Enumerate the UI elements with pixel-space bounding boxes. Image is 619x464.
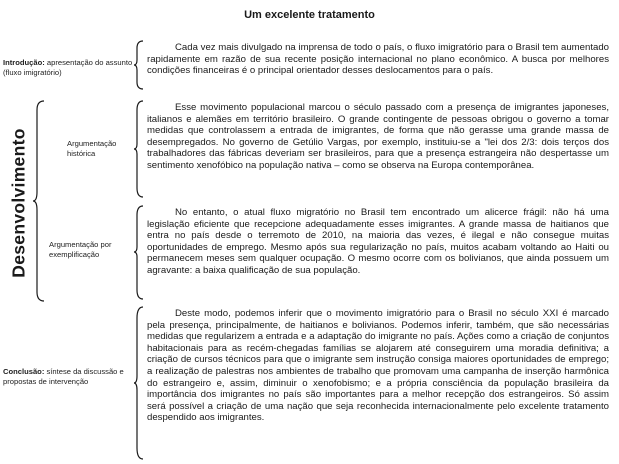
- intro-label-text: apresentação do assunto (fluxo imigratório): [3, 58, 133, 77]
- exemplification-brace: [134, 205, 146, 300]
- conclusion-label: [3, 367, 131, 386]
- essay-title: Um excelente tratamento: [244, 9, 375, 21]
- conclusion-brace: [134, 306, 146, 460]
- intro-label-bold: Introdução:: [3, 58, 45, 67]
- historical-argument-label: Argumentação histórica: [67, 139, 117, 158]
- historical-paragraph: Esse movimento populacional marcou o século passado com a presença de imigrantes japoneses, italianos e alemães em território brasileiro. O grande contingente de pessoas obrigou o governo a tomar medidas que controlassem a entrada de imigrantes, de forma que não gerasse uma grande massa de desempregados. No governo de Getúlio Vargas, por exemplo, instituiu-se a "lei dos 2/3: dois terços dos trabalhadores das fábricas deveriam ser brasileiros, para que a presença estrangeira não despertasse um sentimento xenofóbico na população nativa – como se observa na Europa contemporânea.: [147, 102, 609, 171]
- historical-brace: [134, 100, 146, 198]
- intro-brace: [134, 40, 146, 90]
- conclusion-paragraph: Deste modo, podemos inferir que o movimento imigratório para o Brasil no século XXI é marcado pela presença, principalmente, de haitianos e bolivianos. Podemos inferir, também, que são necessárias medidas que regularizem a entrada e a adaptação do imigrante no país. Ações como a criação de conjuntos habitacionais para as recém-chegadas famílias se alojarem até conseguirem uma moradia definitiva; a criação de cursos técnicos para que o imigrante sem instrução consiga maiores oportunidades de emprego; a realização de palestras nos ambientes de trabalho que promovam uma campanha de inserção harmônica do estrangeiro e, assim, diminuir o xenofobismo; e a própria consciência da população brasileira da importância dos imigrantes no país são importantes para a melhor recepção dos estrangeiros. Só assim será possível a criação de uma nação que seja reconhecida internacionalmente pelo excelente tratamento despendido aos imigrantes.: [147, 308, 609, 424]
- development-vertical-label: [7, 108, 31, 298]
- development-brace: [33, 100, 47, 302]
- exemplification-paragraph: No entanto, o atual fluxo migratório no Brasil tem encontrado um alicerce frágil: não há uma legislação eficiente que recepcione adequadamente esses imigrantes. A grande massa de haitianos que entra no país desde o terremoto de 2010, na maioria das vezes, é ilegal e não consegue muitas oportunidades de emprego. Mesmo após sua regularização no país, muitos acabam voltando ao Haiti ou permanecem meses sem qualquer ocupação. O mesmo ocorre com os bolivianos, que ainda possuem um agravante: a baixa qualificação de sua população.: [147, 207, 609, 276]
- development-label-text: Desenvolvimento: [8, 128, 29, 278]
- intro-label: [3, 58, 135, 77]
- intro-paragraph: Cada vez mais divulgado na imprensa de todo o país, o fluxo imigratório para o Brasil tem aumentado rapidamente em razão de sua recente posição internacional no plano econômico. A busca por melhores condições financeiras é o principal orientador desses deslocamentos para o país.: [147, 42, 609, 77]
- exemplification-argument-label: Argumentação por exemplificação: [49, 240, 112, 259]
- conclusion-label-text: síntese da discussão e propostas de intervenção: [3, 367, 124, 386]
- conclusion-label-bold: Conclusão:: [3, 367, 45, 376]
